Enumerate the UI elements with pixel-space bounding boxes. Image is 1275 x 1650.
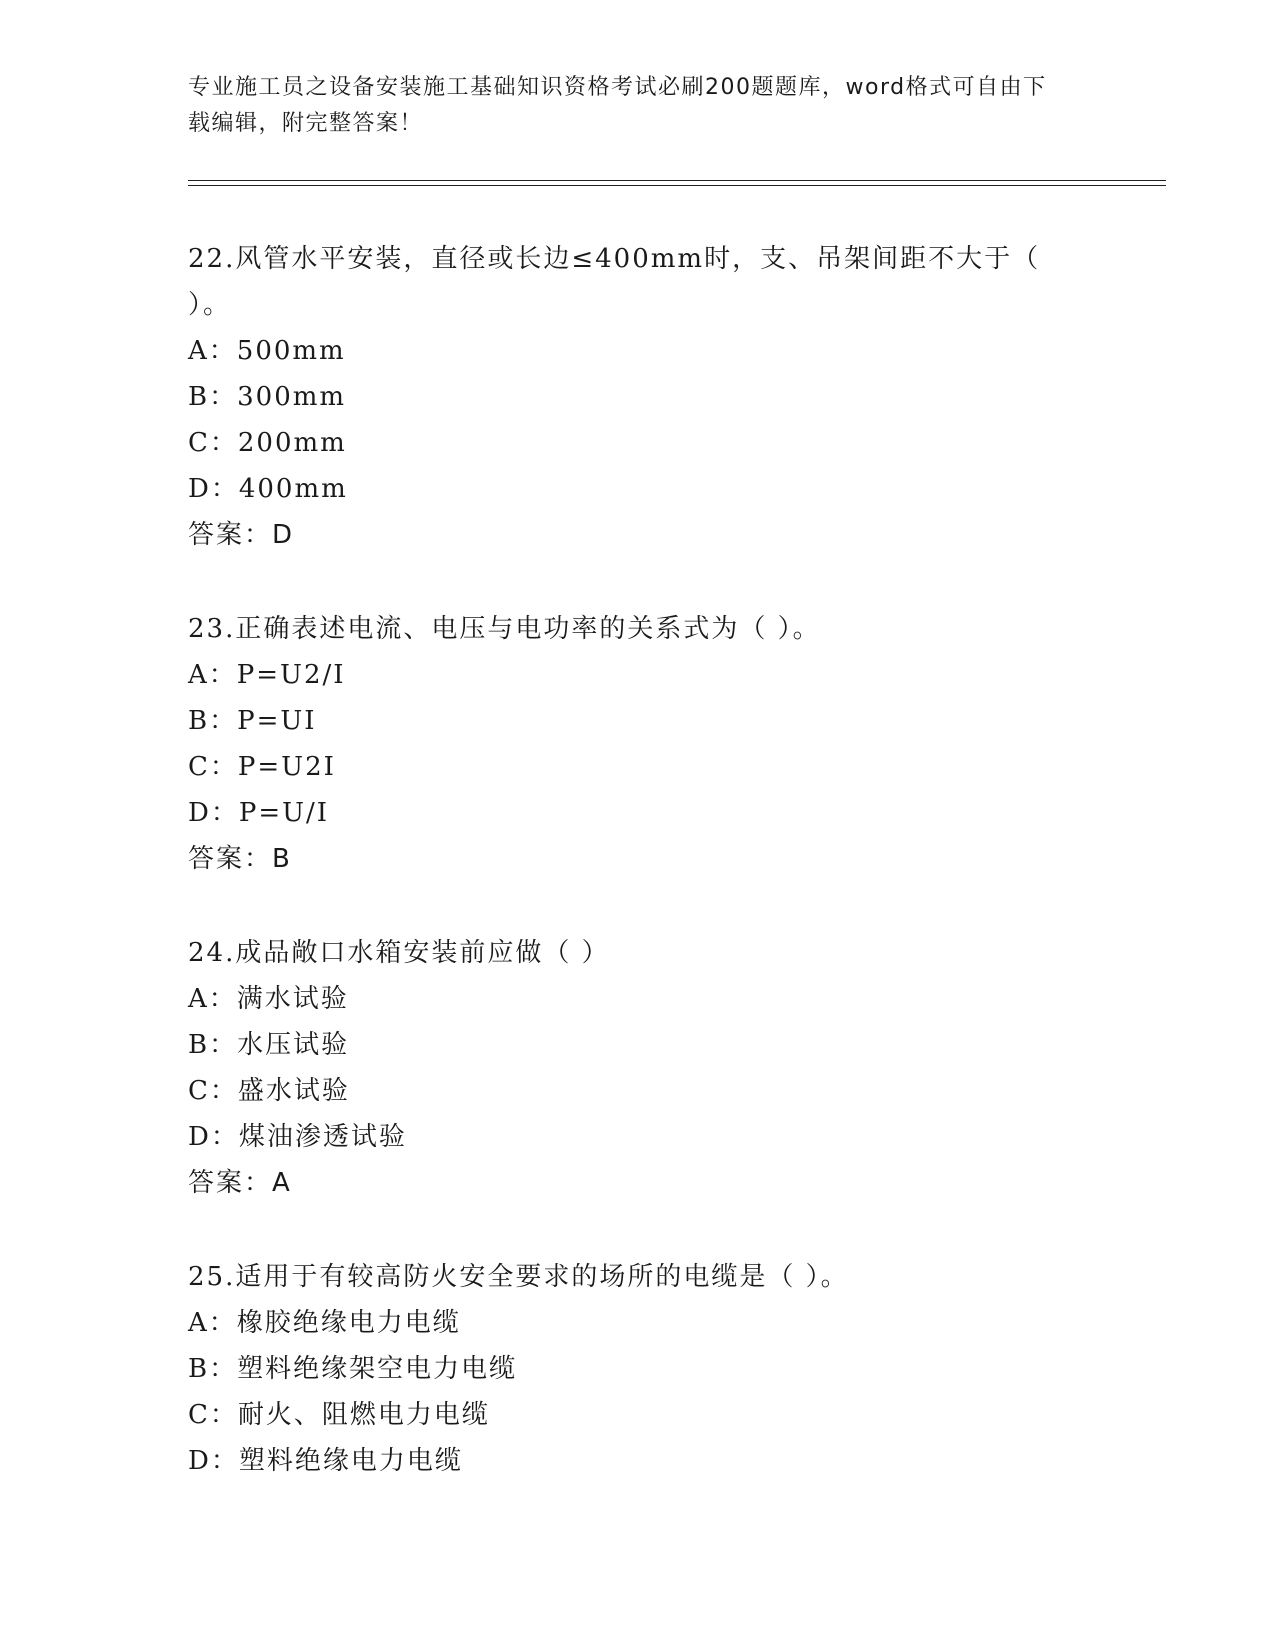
option-a: A：P=U2/I [188,660,346,690]
option-d: D：400mm [188,474,348,504]
document-header: 专业施工员之设备安装施工基础知识资格考试必刷200题题库，word格式可自由下载编辑，附完整答案！ [188,75,1047,136]
option-c: C：耐火、阻燃电力电缆 [188,1400,490,1430]
question-stem: 25.适用于有较高防火安全要求的场所的电缆是（ ）。 [188,1262,849,1292]
option-d: D：塑料绝缘电力电缆 [188,1446,463,1476]
answer: 答案：D [188,520,295,550]
question-stem: 22.风管水平安装，直径或长边≤400mm时，支、吊架间距不大于（ ）。 [188,244,1041,320]
option-b: B：塑料绝缘架空电力电缆 [188,1354,518,1384]
option-b: B：300mm [188,382,347,412]
question-stem: 23.正确表述电流、电压与电功率的关系式为（ ）。 [188,614,821,644]
question-25 [188,1254,1088,1484]
header-rule-bottom [188,185,1166,186]
question-22 [188,236,1088,558]
option-a: A：橡胶绝缘电力电缆 [188,1308,461,1338]
question-stem: 24.成品敞口水箱安装前应做（ ） [188,938,610,968]
option-c: C：200mm [188,428,347,458]
option-c: C：盛水试验 [188,1076,350,1106]
option-d: D：煤油渗透试验 [188,1122,407,1152]
option-d: D：P=U/I [188,798,330,828]
answer: 答案：A [188,1168,292,1198]
option-a: A：500mm [188,336,346,366]
answer: 答案：B [188,844,292,874]
question-list [188,236,1088,1532]
option-b: B：P=UI [188,706,317,736]
option-b: B：水压试验 [188,1030,350,1060]
question-23 [188,606,1088,882]
option-a: A：满水试验 [188,984,349,1014]
header-rule-top [188,180,1166,181]
option-c: C：P=U2I [188,752,336,782]
question-24 [188,930,1088,1206]
